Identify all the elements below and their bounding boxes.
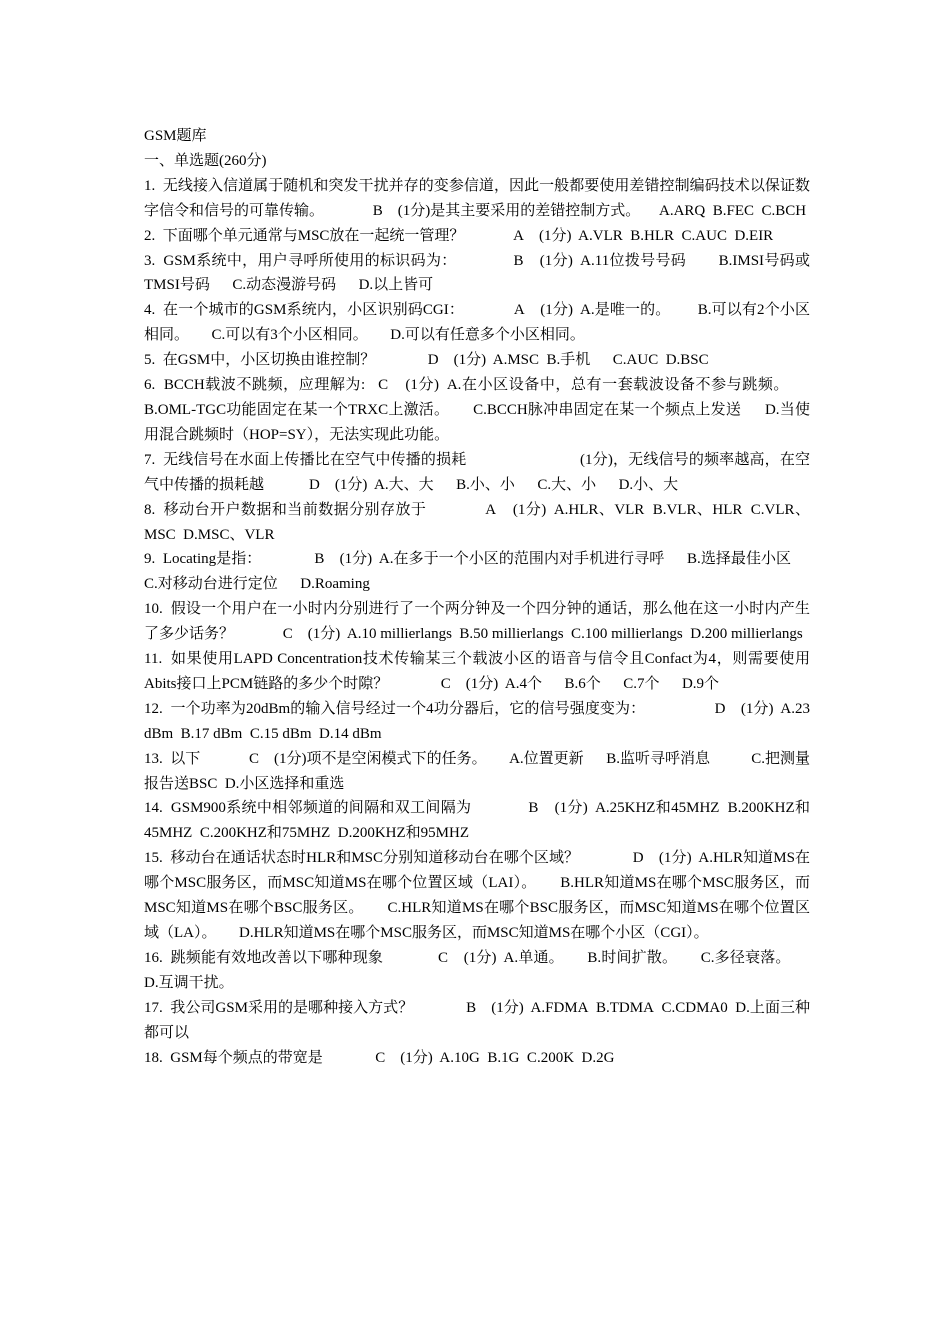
document-title: GSM题库 — [144, 128, 207, 144]
question-item: 4. 在一个城市的GSM系统内，小区识别码CGI： A (1分) A.是唯一的。 B.可以有2个小区相同。 C.可以有3个小区相同。 D.可以有任意多个小区相同。 — [144, 302, 810, 344]
question-item: 3. GSM系统中，用户寻呼所使用的标识码为： B (1分) A.11位拨号号码 B.IMSI号码或TMSI号码 C.动态漫游号码 D.以上皆可 — [144, 252, 810, 294]
document-page — [144, 124, 810, 1070]
question-item: 15. 移动台在通话状态时HLR和MSC分别知道移动台在哪个区域？ D (1分) A.HLR知道MS在哪个MSC服务区，而MSC知道MS在哪个位置区域（LAI）。 B.HLR知道MS在哪个MSC服务区，而MSC知道MS在哪个BSC服务区。 C.HLR知道MS在哪个BSC服务区，而MSC知道MS在哪个位置区域（LA）。 D.HLR知道MS在哪个MSC服务区，而MSC知道MS在哪个小区（CGI）。 — [144, 850, 810, 941]
question-item: 10. 假设一个用户在一小时内分别进行了一个两分钟及一个四分钟的通话，那么他在这一小时内产生了多少话务？ C (1分) A.10 millierlangs B.50 millierlangs C.100 millierlangs D.200 millierlangs — [144, 601, 810, 643]
question-item: 16. 跳频能有效地改善以下哪种现象 C (1分) A.单通。 B.时间扩散。 C.多径衰落。 D.互调干扰。 — [144, 949, 810, 991]
question-item: 14. GSM900系统中相邻频道的间隔和双工间隔为 B (1分) A.25KHZ和45MHZ B.200KHZ和45MHZ C.200KHZ和75MHZ D.200KHZ和95MHZ — [144, 800, 810, 842]
question-item: 13. 以下 C (1分)项不是空闲模式下的任务。 A.位置更新 B.监听寻呼消息 C.把测量报告送BSC D.小区选择和重选 — [144, 750, 810, 792]
question-list — [144, 174, 810, 1071]
question-item: 12. 一个功率为20dBm的输入信号经过一个4功分器后，它的信号强度变为： D (1分) A.23 dBm B.17 dBm C.15 dBm D.14 dBm — [144, 700, 810, 742]
question-item: 6. BCCH载波不跳频，应理解为: C (1分) A.在小区设备中，总有一套载波设备不参与跳频。 B.OML-TGC功能固定在某一个TRXC上激活。 C.BCCH脉冲串固定在某一个频点上发送 D.当使用混合跳频时（HOP=SY），无法实现此功能。 — [144, 377, 810, 443]
section-heading: 一、单选题(260分) — [144, 152, 267, 169]
question-item: 8. 移动台开户数据和当前数据分别存放于 A (1分) A.HLR、VLR B.VLR、HLR C.VLR、MSC D.MSC、VLR — [144, 501, 810, 543]
question-item: 11. 如果使用LAPD Concentration技术传输某三个载波小区的语音与信令且Confact为4，则需要使用Abits接口上PCM链路的多少个时隙？ C (1分) A.4个 B.6个 C.7个 D.9个 — [144, 651, 810, 692]
question-item: 17. 我公司GSM采用的是哪种接入方式？ B (1分) A.FDMA B.TDMA C.CDMA0 D.上面三种都可以 — [144, 999, 810, 1041]
question-item: 9. Locating是指： B (1分) A.在多于一个小区的范围内对手机进行寻呼 B.选择最佳小区 C.对移动台进行定位 D.Roaming — [144, 551, 810, 593]
question-item: 7. 无线信号在水面上传播比在空气中传播的损耗 (1分)，无线信号的频率越高，在空气中传播的损耗越 D (1分) A.大、大 B.小、小 C.大、小 D.小、大 — [144, 451, 810, 493]
question-item: 1. 无线接入信道属于随机和突发干扰并存的变参信道，因此一般都要使用差错控制编码技术以保证数字信令和信号的可靠传输。 B (1分)是其主要采用的差错控制方式。 A.ARQ B.FEC C.BCH — [144, 177, 810, 219]
question-item: 18. GSM每个频点的带宽是 C (1分) A.10G B.1G C.200K D.2G — [144, 1049, 615, 1066]
question-item: 5. 在GSM中，小区切换由谁控制？ D (1分) A.MSC B.手机 C.AUC D.BSC — [144, 352, 709, 369]
question-item: 2. 下面哪个单元通常与MSC放在一起统一管理？ A (1分) A.VLR B.HLR C.AUC D.EIR — [144, 227, 774, 244]
